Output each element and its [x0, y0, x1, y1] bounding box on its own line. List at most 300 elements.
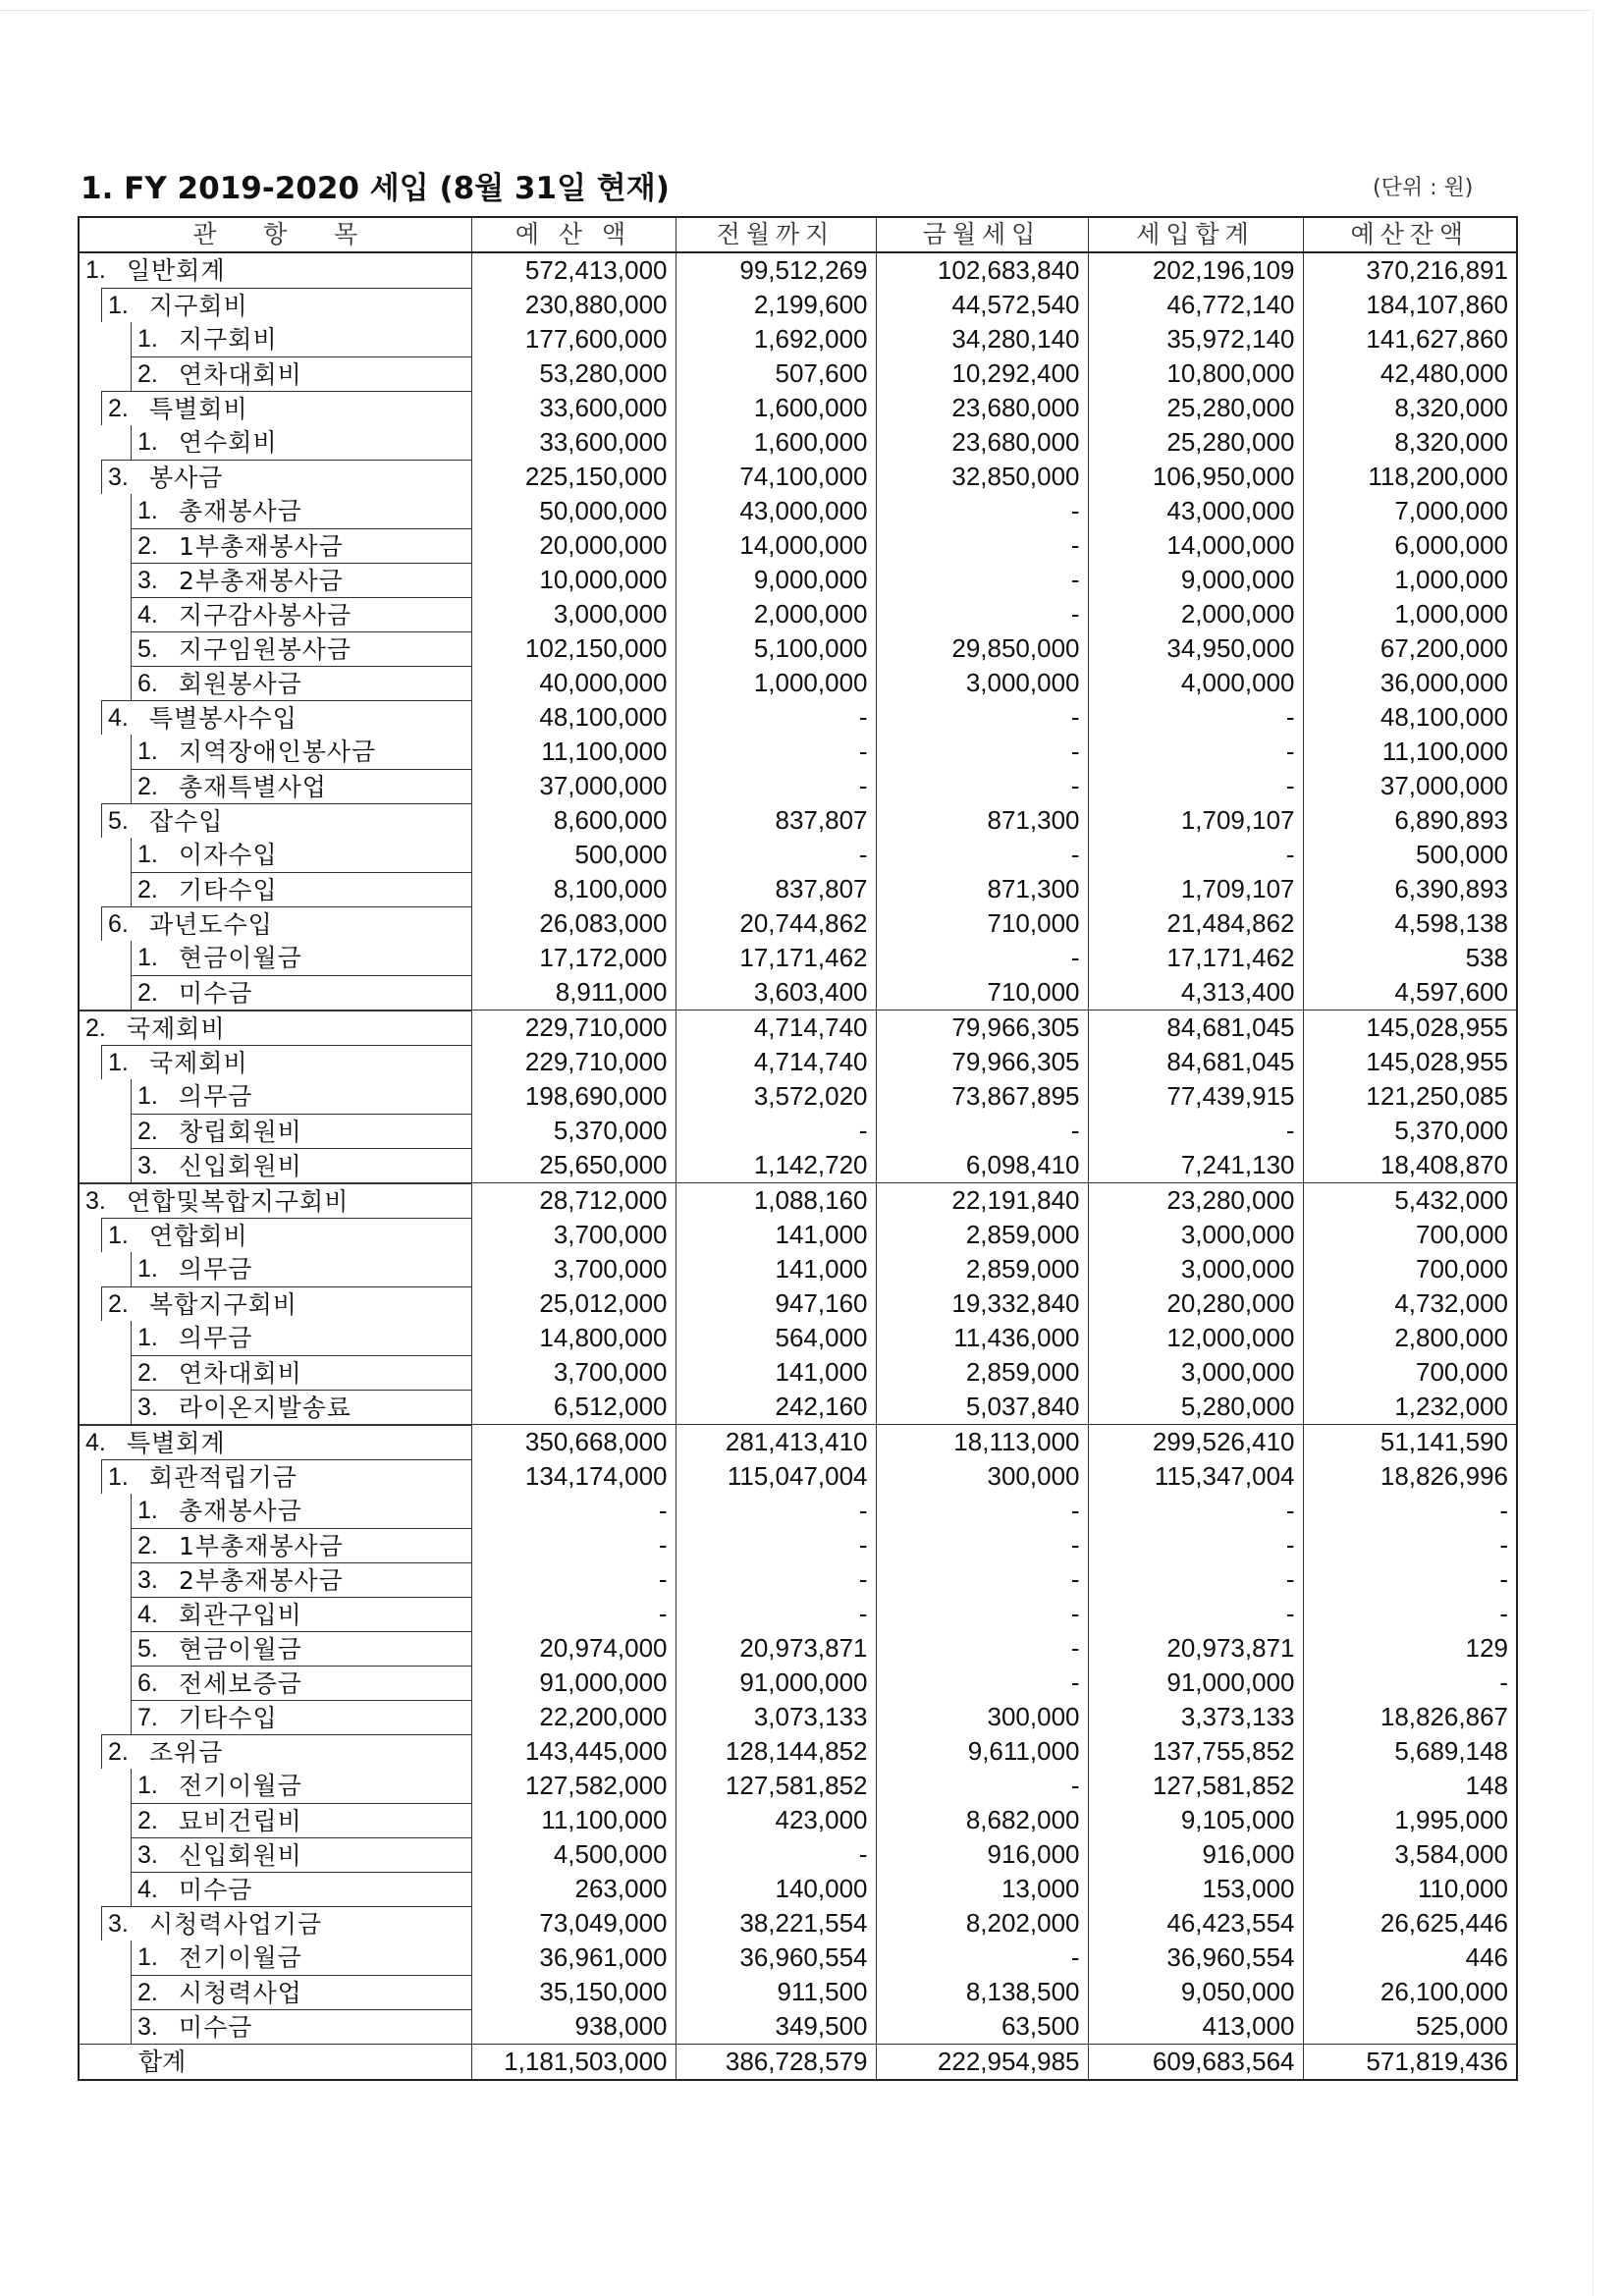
table-row — [79, 1837, 1517, 1872]
cell-month: 8,682,000 — [876, 1803, 1088, 1837]
cell-month: - — [876, 1769, 1088, 1803]
row-number: 1. — [108, 1463, 129, 1491]
row-number: 2. — [137, 1979, 158, 2006]
cell-remain: 67,200,000 — [1303, 631, 1517, 666]
cell-total: 46,772,140 — [1088, 288, 1303, 322]
cell-month: 2,859,000 — [876, 1252, 1088, 1286]
cell-remain: 26,100,000 — [1303, 1975, 1517, 2009]
row-number: 2. — [137, 1532, 158, 1559]
cell-remain: 11,100,000 — [1303, 735, 1517, 769]
row-number: 2. — [108, 1290, 129, 1318]
cell-prev: 128,144,852 — [676, 1734, 876, 1769]
row-number: 1. — [137, 1772, 158, 1799]
cell-budget: 25,650,000 — [471, 1148, 676, 1183]
cell-month: 79,966,305 — [876, 1045, 1088, 1079]
cell-remain: 370,216,891 — [1303, 252, 1517, 288]
cell-prev: 20,744,862 — [676, 906, 876, 941]
row-item-name: 지구감사봉사금 — [179, 601, 352, 629]
row-item-name: 국제회비 — [149, 1049, 248, 1077]
row-item-cell — [79, 1562, 471, 1597]
row-item-cell — [79, 1597, 471, 1631]
row-item-name: 국제회비 — [127, 1014, 226, 1043]
cell-budget: 28,712,000 — [471, 1183, 676, 1219]
table-row — [79, 322, 1517, 356]
cell-remain: - — [1303, 1562, 1517, 1597]
cell-prev: 281,413,410 — [676, 1425, 876, 1460]
cell-remain: 700,000 — [1303, 1355, 1517, 1390]
row-number: 3. — [137, 1152, 158, 1179]
row-item-cell — [79, 391, 471, 425]
row-item-cell — [79, 1045, 471, 1079]
cell-prev: 837,807 — [676, 803, 876, 838]
cell-prev: 14,000,000 — [676, 528, 876, 563]
cell-budget: 91,000,000 — [471, 1666, 676, 1700]
table-row — [79, 975, 1517, 1011]
cell-budget: 26,083,000 — [471, 906, 676, 941]
cell-budget: 11,100,000 — [471, 1803, 676, 1837]
cell-budget: 10,000,000 — [471, 563, 676, 597]
row-item-cell — [79, 322, 471, 356]
cell-budget: 36,961,000 — [471, 1941, 676, 1975]
cell-total: - — [1088, 769, 1303, 803]
row-item-cell — [79, 1975, 471, 2009]
row-item-name: 회관적립기금 — [149, 1463, 298, 1492]
cell-budget: 230,880,000 — [471, 288, 676, 322]
cell-month: 6,098,410 — [876, 1148, 1088, 1183]
cell-month: - — [876, 1631, 1088, 1666]
row-item-name: 2부총재봉사금 — [179, 567, 344, 595]
cell-prev: - — [676, 735, 876, 769]
cell-budget: 572,413,000 — [471, 252, 676, 288]
cell-total: 21,484,862 — [1088, 906, 1303, 941]
row-item-name: 1부총재봉사금 — [179, 1532, 344, 1560]
cell-remain: 1,000,000 — [1303, 563, 1517, 597]
cell-total: 43,000,000 — [1088, 494, 1303, 528]
table-row — [79, 1666, 1517, 1700]
cell-month: 73,867,895 — [876, 1079, 1088, 1114]
cell-budget: 20,974,000 — [471, 1631, 676, 1666]
cell-budget: 20,000,000 — [471, 528, 676, 563]
cell-prev: 507,600 — [676, 356, 876, 391]
cell-month: 916,000 — [876, 1837, 1088, 1872]
row-item-cell — [79, 597, 471, 631]
row-item-cell — [79, 356, 471, 391]
row-number: 1. — [137, 1497, 158, 1524]
row-item-cell — [79, 1837, 471, 1872]
cell-budget: - — [471, 1528, 676, 1562]
cell-budget: 33,600,000 — [471, 425, 676, 460]
row-number: 3. — [85, 1187, 106, 1215]
cell-budget: 40,000,000 — [471, 666, 676, 700]
cell-remain: 184,107,860 — [1303, 288, 1517, 322]
row-item-cell — [79, 1528, 471, 1562]
cell-prev: 91,000,000 — [676, 1666, 876, 1700]
row-item-cell — [79, 735, 471, 769]
cell-total: 17,171,462 — [1088, 941, 1303, 975]
row-number: 4. — [85, 1429, 106, 1456]
cell-total: - — [1088, 1562, 1303, 1597]
row-item-cell — [79, 2009, 471, 2045]
cell-prev: 349,500 — [676, 2009, 876, 2045]
table-row — [79, 1321, 1517, 1355]
cell-prev: 1,000,000 — [676, 666, 876, 700]
row-item-name: 기타수입 — [179, 876, 278, 904]
cell-total: 14,000,000 — [1088, 528, 1303, 563]
table-row — [79, 1734, 1517, 1769]
cell-prev: 4,714,740 — [676, 1045, 876, 1079]
cell-month: 18,113,000 — [876, 1425, 1088, 1460]
cell-month: - — [876, 1597, 1088, 1631]
table-body — [79, 252, 1517, 2080]
cell-budget: 143,445,000 — [471, 1734, 676, 1769]
row-number: 2. — [108, 1738, 129, 1766]
table-row — [79, 1459, 1517, 1494]
cell-month: 23,680,000 — [876, 391, 1088, 425]
cell-total: - — [1088, 700, 1303, 735]
cell-month: 710,000 — [876, 906, 1088, 941]
row-item-cell — [79, 1631, 471, 1666]
row-item-cell — [79, 700, 471, 735]
cell-remain: 48,100,000 — [1303, 700, 1517, 735]
cell-prev: 36,960,554 — [676, 1941, 876, 1975]
cell-remain: 1,995,000 — [1303, 1803, 1517, 1837]
cell-budget: 25,012,000 — [471, 1286, 676, 1321]
header-this-month: 금월세입 — [876, 217, 1088, 252]
cell-budget: 8,100,000 — [471, 872, 676, 906]
table-row — [79, 1528, 1517, 1562]
cell-total: 106,950,000 — [1088, 460, 1303, 494]
cell-prev: 1,692,000 — [676, 322, 876, 356]
row-item-cell — [79, 1666, 471, 1700]
cell-remain: 1,000,000 — [1303, 597, 1517, 631]
table-row — [79, 252, 1517, 288]
cell-budget: 3,700,000 — [471, 1355, 676, 1390]
row-item-cell — [79, 803, 471, 838]
cell-budget: 33,600,000 — [471, 391, 676, 425]
cell-month: 44,572,540 — [876, 288, 1088, 322]
table-row — [79, 1011, 1517, 1046]
row-item-name: 라이온지발송료 — [179, 1394, 352, 1422]
cell-remain: 5,689,148 — [1303, 1734, 1517, 1769]
row-item-cell — [79, 872, 471, 906]
table-row — [79, 803, 1517, 838]
cell-total: 153,000 — [1088, 1872, 1303, 1906]
cell-total: 9,050,000 — [1088, 1975, 1303, 2009]
cell-remain: 145,028,955 — [1303, 1045, 1517, 1079]
cell-total: 127,581,852 — [1088, 1769, 1303, 1803]
cell-budget: 14,800,000 — [471, 1321, 676, 1355]
cell-total: 2,000,000 — [1088, 597, 1303, 631]
table-row — [79, 1183, 1517, 1219]
cell-total: 84,681,045 — [1088, 1011, 1303, 1046]
cell-prev: 2,199,600 — [676, 288, 876, 322]
table-row — [79, 735, 1517, 769]
row-item-cell — [79, 666, 471, 700]
row-number: 2. — [137, 773, 158, 800]
cell-remain: 6,890,893 — [1303, 803, 1517, 838]
cell-total: 4,313,400 — [1088, 975, 1303, 1011]
row-item-cell — [79, 288, 471, 322]
table-row — [79, 1769, 1517, 1803]
cell-prev: 242,160 — [676, 1390, 876, 1425]
table-row — [79, 2009, 1517, 2045]
row-item-name: 기타수입 — [179, 1704, 278, 1732]
row-item-name: 잡수입 — [149, 807, 224, 836]
cell-prev: - — [676, 1562, 876, 1597]
row-number: 3. — [137, 2013, 158, 2041]
cell-prev: 38,221,554 — [676, 1906, 876, 1941]
row-number: 5. — [137, 1635, 158, 1663]
cell-total: 413,000 — [1088, 2009, 1303, 2045]
cell-prev: 3,572,020 — [676, 1079, 876, 1114]
cell-budget: 229,710,000 — [471, 1011, 676, 1046]
total-total: 609,683,564 — [1088, 2045, 1303, 2081]
row-item-name: 미수금 — [179, 979, 253, 1008]
cell-budget: 5,370,000 — [471, 1114, 676, 1148]
row-number: 4. — [137, 1601, 158, 1628]
row-number: 4. — [137, 601, 158, 629]
row-item-cell — [79, 252, 471, 288]
table-row — [79, 425, 1517, 460]
row-number: 3. — [108, 464, 129, 491]
row-number: 1. — [137, 497, 158, 524]
row-item-cell — [79, 1390, 471, 1425]
row-item-name: 의무금 — [179, 1324, 253, 1352]
row-number: 3. — [137, 1394, 158, 1421]
cell-prev: 1,088,160 — [676, 1183, 876, 1219]
row-number: 1. — [137, 1943, 158, 1971]
row-number: 3. — [137, 1841, 158, 1869]
cell-prev: 17,171,462 — [676, 941, 876, 975]
cell-remain: 4,732,000 — [1303, 1286, 1517, 1321]
cell-total: 916,000 — [1088, 1837, 1303, 1872]
row-item-name: 신입회원비 — [179, 1152, 302, 1180]
cell-total: 3,000,000 — [1088, 1355, 1303, 1390]
cell-remain: 6,390,893 — [1303, 872, 1517, 906]
cell-total: 5,280,000 — [1088, 1390, 1303, 1425]
cell-remain: 8,320,000 — [1303, 391, 1517, 425]
cell-prev: 3,603,400 — [676, 975, 876, 1011]
cell-prev: 5,100,000 — [676, 631, 876, 666]
table-row — [79, 1906, 1517, 1941]
row-item-cell — [79, 941, 471, 975]
cell-total: 9,000,000 — [1088, 563, 1303, 597]
cell-remain: - — [1303, 1494, 1517, 1528]
row-item-cell — [79, 460, 471, 494]
table-row — [79, 1286, 1517, 1321]
cell-remain: 141,627,860 — [1303, 322, 1517, 356]
cell-month: - — [876, 1666, 1088, 1700]
cell-total: 91,000,000 — [1088, 1666, 1303, 1700]
cell-prev: 140,000 — [676, 1872, 876, 1906]
row-number: 1. — [108, 292, 129, 319]
row-item-name: 총재봉사금 — [179, 1497, 302, 1525]
cell-prev: - — [676, 700, 876, 735]
row-item-name: 의무금 — [179, 1255, 253, 1284]
row-item-cell — [79, 1769, 471, 1803]
cell-remain: 8,320,000 — [1303, 425, 1517, 460]
cell-month: - — [876, 1941, 1088, 1975]
row-number: 3. — [137, 567, 158, 594]
cell-month: - — [876, 494, 1088, 528]
header-budget-remaining: 예산잔액 — [1303, 217, 1517, 252]
cell-month: - — [876, 597, 1088, 631]
row-number: 1. — [137, 841, 158, 868]
cell-month: 300,000 — [876, 1700, 1088, 1734]
row-number: 3. — [137, 1566, 158, 1594]
table-row — [79, 288, 1517, 322]
row-number: 2. — [85, 1014, 106, 1042]
cell-prev: - — [676, 838, 876, 872]
cell-prev: - — [676, 1528, 876, 1562]
cell-month: 34,280,140 — [876, 322, 1088, 356]
row-item-name: 지역장애인봉사금 — [179, 738, 377, 766]
row-item-cell — [79, 1321, 471, 1355]
row-number: 1. — [137, 325, 158, 353]
cell-total: 35,972,140 — [1088, 322, 1303, 356]
table-row — [79, 872, 1517, 906]
cell-total: 10,800,000 — [1088, 356, 1303, 391]
cell-prev: 837,807 — [676, 872, 876, 906]
cell-month: 79,966,305 — [876, 1011, 1088, 1046]
table-row — [79, 1872, 1517, 1906]
table-row — [79, 631, 1517, 666]
cell-total: 20,973,871 — [1088, 1631, 1303, 1666]
row-item-name: 시청력사업기금 — [149, 1910, 323, 1939]
cell-prev: 423,000 — [676, 1803, 876, 1837]
row-number: 1. — [108, 1049, 129, 1076]
row-number: 4. — [137, 1876, 158, 1903]
row-number: 6. — [108, 910, 129, 938]
row-item-cell — [79, 1183, 471, 1219]
cell-remain: 121,250,085 — [1303, 1079, 1517, 1114]
cell-month: - — [876, 941, 1088, 975]
total-remain: 571,819,436 — [1303, 2045, 1517, 2081]
row-number: 2. — [137, 1359, 158, 1387]
cell-prev: 99,512,269 — [676, 252, 876, 288]
cell-budget: 4,500,000 — [471, 1837, 676, 1872]
cell-budget: 3,700,000 — [471, 1218, 676, 1252]
row-item-name: 현금이월금 — [179, 944, 302, 972]
cell-total: 46,423,554 — [1088, 1906, 1303, 1941]
cell-total: 3,000,000 — [1088, 1218, 1303, 1252]
cell-total: 25,280,000 — [1088, 425, 1303, 460]
cell-budget: 17,172,000 — [471, 941, 676, 975]
cell-month: 29,850,000 — [876, 631, 1088, 666]
cell-prev: 1,600,000 — [676, 425, 876, 460]
cell-total: 137,755,852 — [1088, 1734, 1303, 1769]
row-number: 7. — [137, 1704, 158, 1731]
row-item-name: 의무금 — [179, 1082, 253, 1111]
cell-budget: 35,150,000 — [471, 1975, 676, 2009]
cell-total: - — [1088, 1114, 1303, 1148]
cell-remain: 2,800,000 — [1303, 1321, 1517, 1355]
cell-remain: 4,597,600 — [1303, 975, 1517, 1011]
cell-month: 3,000,000 — [876, 666, 1088, 700]
table-row — [79, 1114, 1517, 1148]
row-item-cell — [79, 1872, 471, 1906]
cell-budget: 8,911,000 — [471, 975, 676, 1011]
row-number: 1. — [137, 738, 158, 765]
cell-budget: 8,600,000 — [471, 803, 676, 838]
cell-total: 36,960,554 — [1088, 1941, 1303, 1975]
table-row — [79, 391, 1517, 425]
row-item-cell — [79, 1011, 471, 1046]
cell-month: 102,683,840 — [876, 252, 1088, 288]
table-row — [79, 1562, 1517, 1597]
header-budget: 예 산 액 — [471, 217, 676, 252]
row-item-name: 총재봉사금 — [179, 497, 302, 525]
cell-prev: 4,714,740 — [676, 1011, 876, 1046]
cell-remain: 5,432,000 — [1303, 1183, 1517, 1219]
row-number: 2. — [108, 395, 129, 422]
cell-remain: - — [1303, 1528, 1517, 1562]
cell-month: 32,850,000 — [876, 460, 1088, 494]
cell-total: 115,347,004 — [1088, 1459, 1303, 1494]
cell-budget: 11,100,000 — [471, 735, 676, 769]
table-row — [79, 1390, 1517, 1425]
cell-month: 63,500 — [876, 2009, 1088, 2045]
cell-month: - — [876, 563, 1088, 597]
cell-budget: - — [471, 1562, 676, 1597]
row-number: 1. — [85, 256, 106, 284]
row-item-name: 현금이월금 — [179, 1635, 302, 1664]
cell-total: 12,000,000 — [1088, 1321, 1303, 1355]
cell-budget: 229,710,000 — [471, 1045, 676, 1079]
row-number: 1. — [137, 1324, 158, 1351]
cell-remain: 7,000,000 — [1303, 494, 1517, 528]
cell-prev: 141,000 — [676, 1252, 876, 1286]
row-item-name: 특별봉사수입 — [149, 704, 298, 733]
cell-remain: 700,000 — [1303, 1252, 1517, 1286]
cell-total: - — [1088, 838, 1303, 872]
cell-total: 7,241,130 — [1088, 1148, 1303, 1183]
cell-remain: - — [1303, 1597, 1517, 1631]
cell-total: - — [1088, 1494, 1303, 1528]
row-item-name: 전기이월금 — [179, 1772, 302, 1800]
row-number: 5. — [137, 635, 158, 663]
cell-remain: 3,584,000 — [1303, 1837, 1517, 1872]
total-budget: 1,181,503,000 — [471, 2045, 676, 2081]
cell-total: - — [1088, 1528, 1303, 1562]
row-item-name: 신입회원비 — [179, 1841, 302, 1870]
cell-month: 2,859,000 — [876, 1218, 1088, 1252]
row-item-name: 연차대회비 — [179, 360, 302, 389]
cell-month: - — [876, 1494, 1088, 1528]
cell-budget: 350,668,000 — [471, 1425, 676, 1460]
cell-prev: 564,000 — [676, 1321, 876, 1355]
row-item-cell — [79, 769, 471, 803]
cell-total: 77,439,915 — [1088, 1079, 1303, 1114]
cell-remain: 700,000 — [1303, 1218, 1517, 1252]
cell-remain: 42,480,000 — [1303, 356, 1517, 391]
cell-prev: 9,000,000 — [676, 563, 876, 597]
row-item-cell — [79, 1355, 471, 1390]
cell-budget: - — [471, 1494, 676, 1528]
row-item-name: 회관구입비 — [179, 1601, 302, 1629]
total-prev: 386,728,579 — [676, 2045, 876, 2081]
table-row — [79, 494, 1517, 528]
row-item-cell — [79, 1700, 471, 1734]
row-number: 3. — [108, 1910, 129, 1938]
row-item-cell — [79, 1114, 471, 1148]
table-row — [79, 597, 1517, 631]
row-item-name: 연차대회비 — [179, 1359, 302, 1388]
table-row — [79, 1803, 1517, 1837]
table-row — [79, 838, 1517, 872]
cell-total: 1,709,107 — [1088, 803, 1303, 838]
page-top-rule — [0, 10, 1591, 11]
